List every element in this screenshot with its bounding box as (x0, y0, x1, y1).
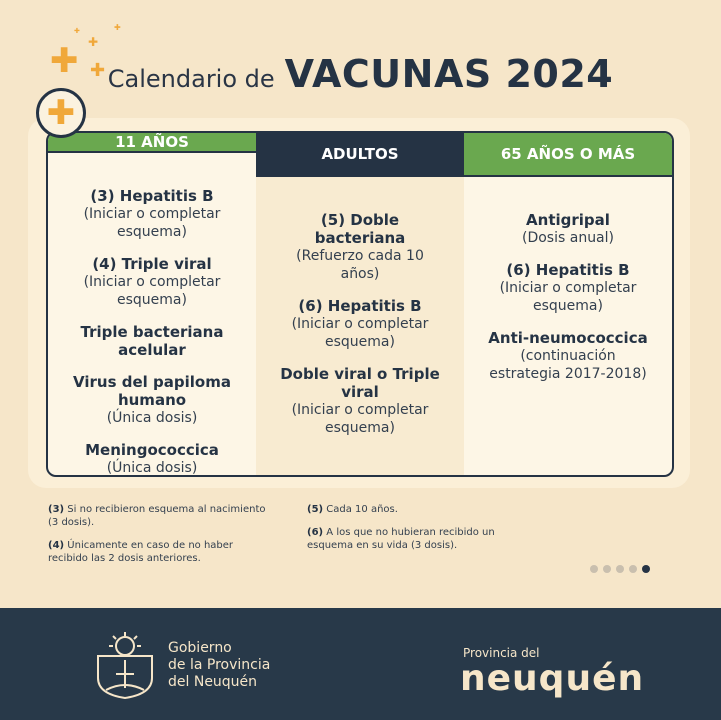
gov-logo (94, 630, 270, 700)
footnotes-right (307, 503, 507, 562)
page-title (0, 52, 721, 96)
vaccine-item (58, 323, 246, 359)
carousel-dot-3[interactable] (616, 565, 624, 573)
vaccine-item (278, 211, 442, 283)
column-11-years (48, 133, 256, 475)
vaccine-item (58, 255, 246, 309)
vaccine-note: (Iniciar o completar esquema) (499, 280, 637, 314)
footnote-text: Cada 10 años. (326, 504, 398, 515)
carousel-dot-1[interactable] (590, 565, 598, 573)
vaccine-table (46, 131, 674, 477)
brand-big-text: neuquén (460, 658, 645, 699)
vaccine-title: Antigripal (526, 211, 610, 229)
vaccine-item (278, 365, 442, 437)
vaccine-note: (Única dosis) (106, 460, 198, 476)
footnote (48, 503, 273, 529)
vaccine-title: Doble viral o Triple viral (280, 365, 440, 401)
title-prefix: Calendario de (107, 65, 275, 93)
column-adults (256, 133, 464, 475)
gov-line-3: del Neuquén (168, 673, 258, 690)
footer (0, 608, 721, 720)
carousel-dot-4[interactable] (629, 565, 637, 573)
carousel-dot-5[interactable] (642, 565, 650, 573)
footnote-text: A los que no hubieran recibido un esquema en su vida (3 dosis). (307, 527, 495, 551)
column-header: 11 AÑOS (48, 133, 256, 153)
vaccine-note: (Iniciar o completar esquema) (83, 206, 221, 240)
vaccine-title: Anti-neumococcica (488, 329, 648, 347)
brand-small-text: Provincia del (463, 646, 540, 660)
vaccine-title: (3) Hepatitis B (90, 187, 214, 205)
gov-line-1: Gobierno (168, 639, 232, 656)
column-65-plus (464, 133, 672, 475)
footnote-text: Únicamente en caso de no haber recibido las 2 dosis anteriores. (48, 540, 234, 564)
vaccine-note: (Iniciar o completar esquema) (83, 274, 221, 308)
vaccine-note: (Iniciar o completar esquema) (291, 316, 429, 350)
vaccine-title: (4) Triple viral (92, 255, 212, 273)
footnote (48, 539, 273, 565)
vaccine-title: (6) Hepatitis B (298, 297, 422, 315)
vaccine-note: (Iniciar o completar esquema) (291, 402, 429, 436)
footnote-text: Si no recibieron esquema al nacimiento (3 dosis). (48, 504, 266, 528)
vaccine-note: (Dosis anual) (522, 230, 614, 246)
vaccine-item (488, 211, 648, 247)
plus-deco-icon: ✚ (50, 41, 79, 81)
plus-deco-icon: ✚ (88, 35, 99, 49)
footnote-number: (5) (307, 504, 324, 515)
vaccine-note: (continuación estrategia 2017-2018) (489, 348, 647, 382)
plus-badge-icon: ✚ (36, 88, 86, 138)
vaccine-note: (Refuerzo cada 10 años) (296, 248, 424, 282)
vaccine-item (278, 297, 442, 351)
vaccine-title: Triple bacteriana acelular (80, 323, 224, 359)
vaccine-item (488, 261, 648, 315)
carousel-dot-2[interactable] (603, 565, 611, 573)
coat-of-arms-icon (94, 630, 156, 700)
title-main: VACUNAS 2024 (284, 52, 614, 96)
plus-deco-icon: ✚ (74, 27, 80, 35)
vaccine-item (488, 329, 648, 383)
vaccine-item (58, 441, 246, 477)
vaccine-item (58, 373, 246, 427)
plus-deco-icon: ✚ (90, 60, 106, 81)
vaccine-item (58, 187, 246, 241)
footnote-number: (3) (48, 504, 65, 515)
plus-deco-icon: ✚ (114, 23, 121, 32)
footnote-number: (6) (307, 527, 324, 538)
gov-line-2: de la Provincia (168, 656, 271, 673)
brand-logo (460, 646, 644, 699)
footnote (307, 526, 507, 552)
carousel-dots (590, 565, 650, 573)
vaccine-title: Virus del papiloma humano (73, 373, 231, 409)
column-header: ADULTOS (256, 133, 464, 177)
vaccine-title: Meningococcica (85, 441, 219, 459)
footnote (307, 503, 507, 516)
footnotes-left (48, 503, 273, 575)
footnote-number: (4) (48, 540, 65, 551)
vaccine-note: (Única dosis) (106, 410, 198, 426)
column-header: 65 AÑOS O MÁS (464, 133, 672, 177)
vaccine-title: (5) Doble bacteriana (314, 211, 406, 247)
vaccine-title: (6) Hepatitis B (506, 261, 630, 279)
